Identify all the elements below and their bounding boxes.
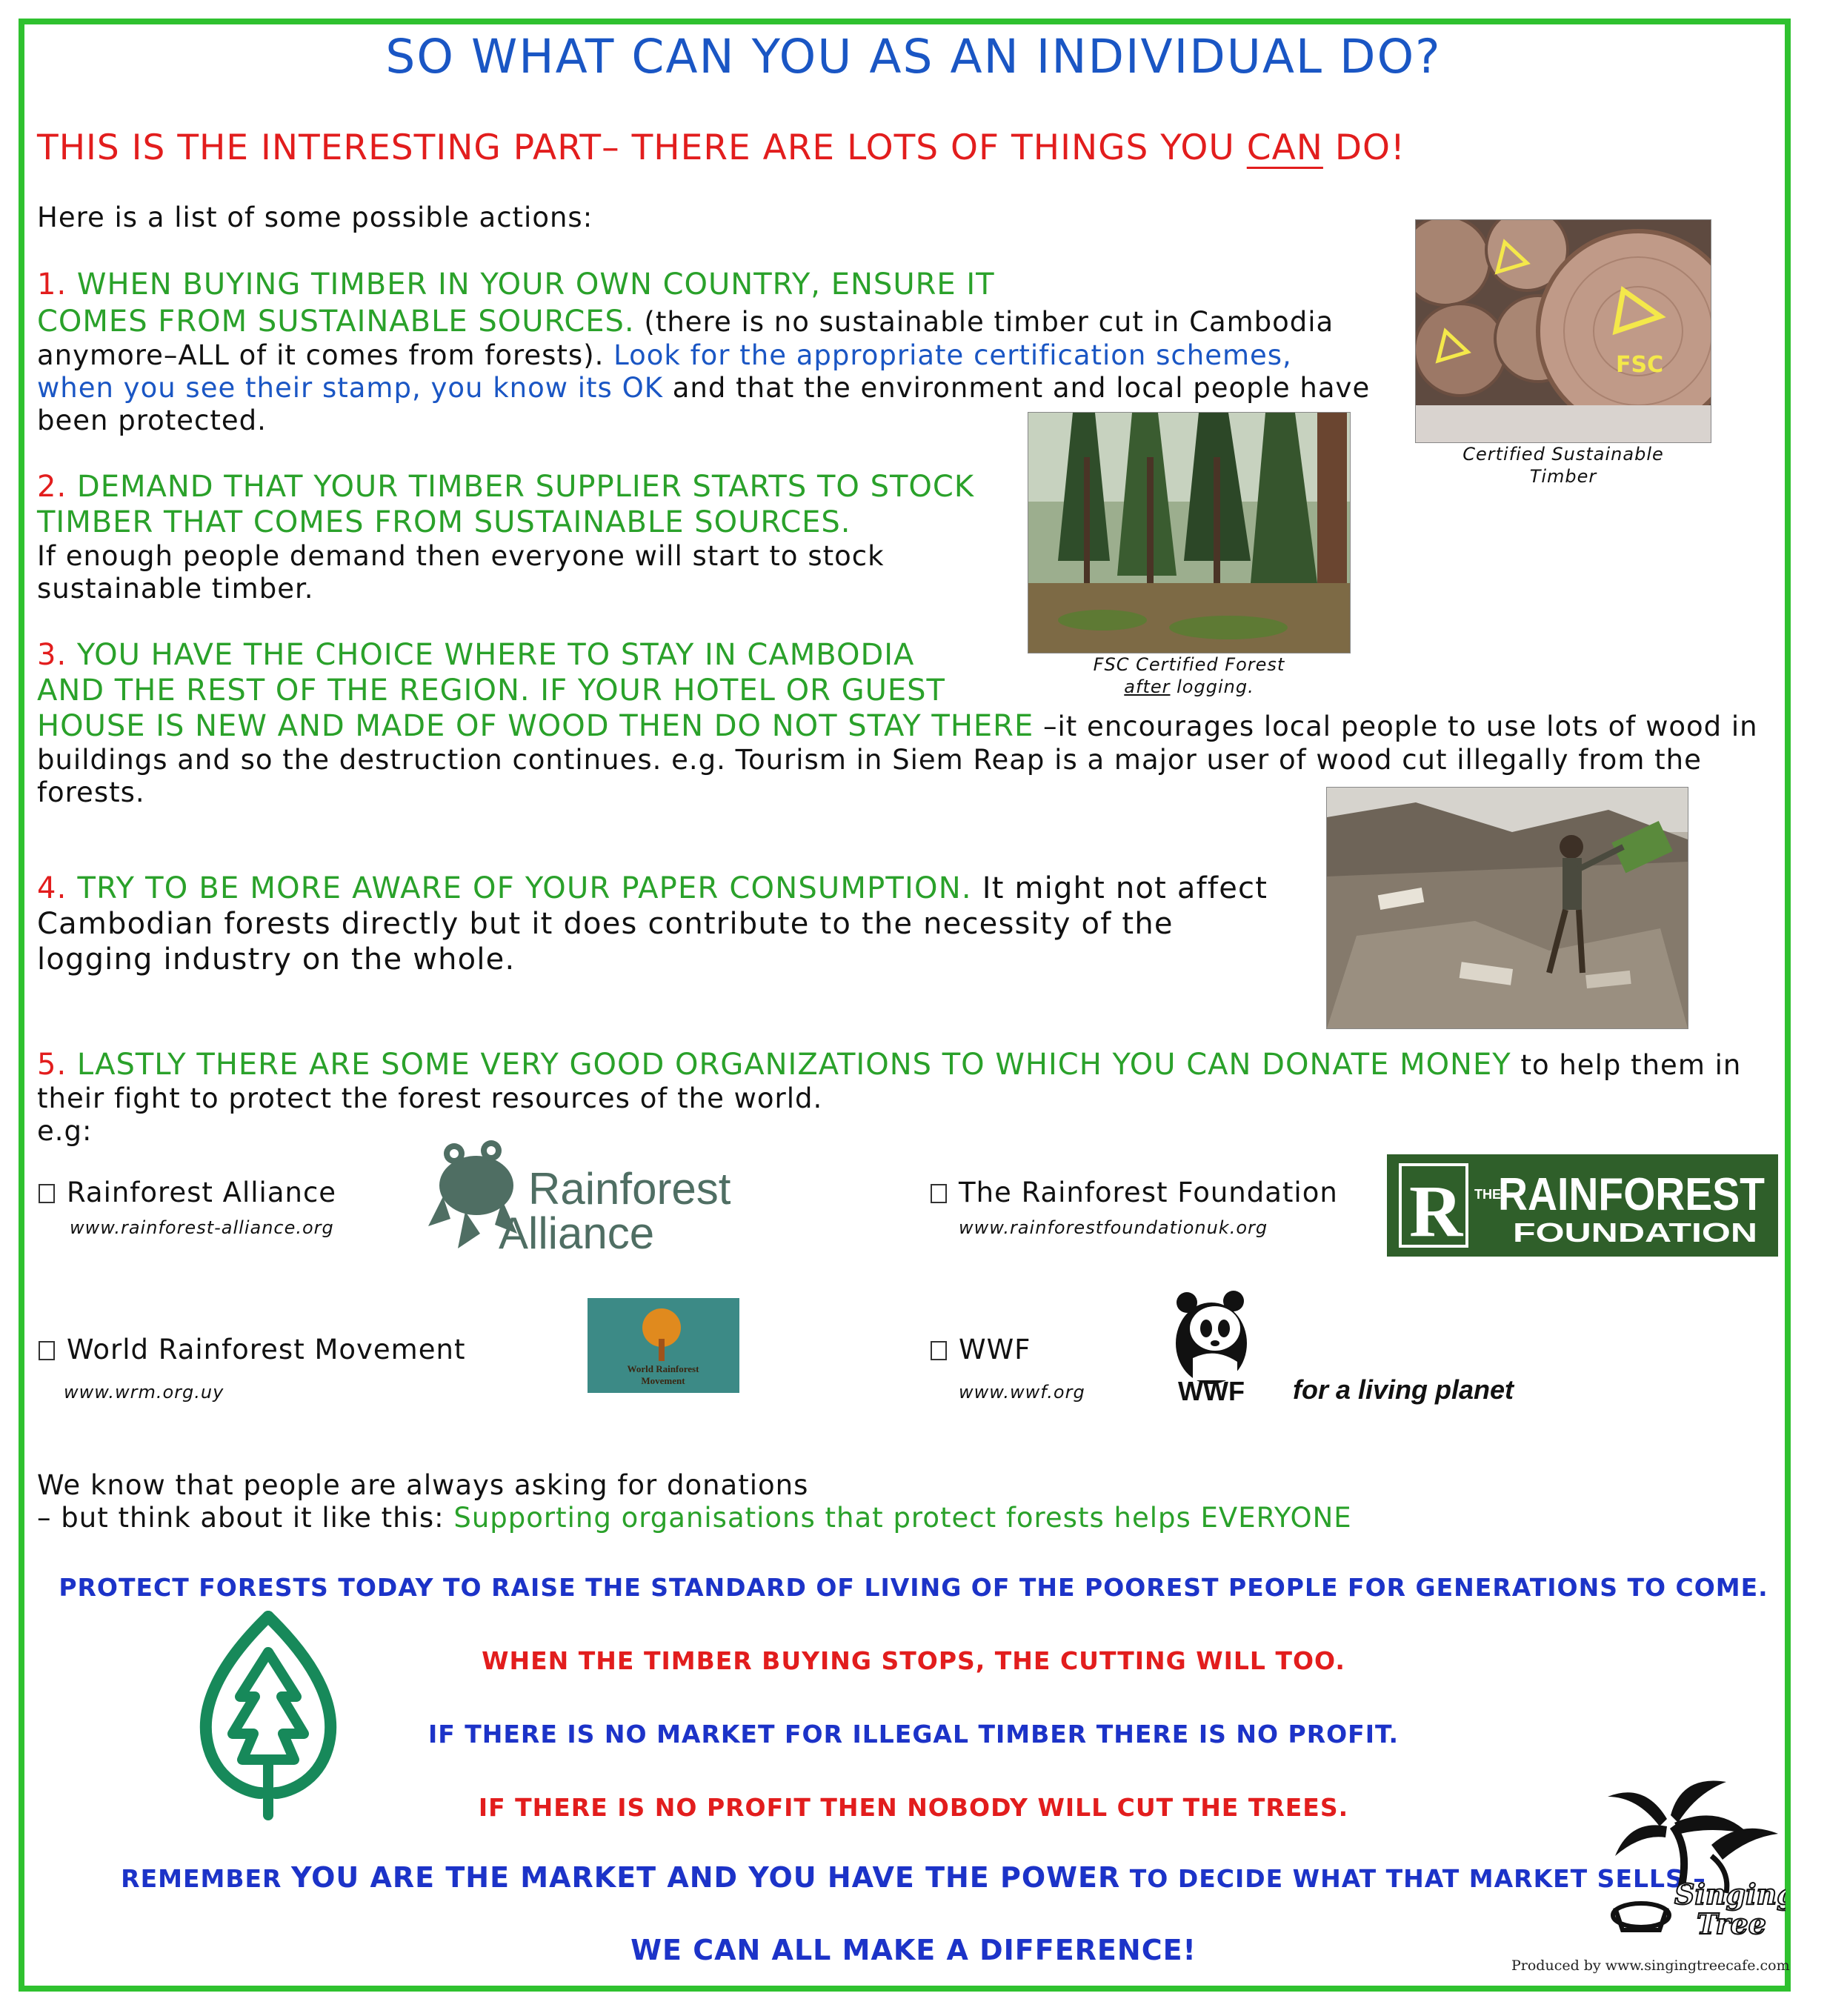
item-heading: TRY TO BE MORE AWARE OF YOUR PAPER CONSUMPTION. [67,871,972,905]
svg-text:Tree: Tree [1697,1907,1766,1940]
log-stack-illustration [1416,220,1711,442]
item-heading: LASTLY THERE ARE SOME VERY GOOD ORGANIZATIONS TO WHICH YOU CAN DONATE MONEY [67,1048,1511,1082]
slogan-6: WE CAN ALL MAKE A DIFFERENCE! [630,1934,1197,1966]
caption-line: logging. [1170,676,1254,697]
action-item-5 [37,1047,1800,1148]
item-text: to help them in [1511,1049,1742,1081]
action-item-3 [37,637,1800,809]
checkbox-icon[interactable] [39,1184,55,1203]
paper-pile-photo [1326,787,1688,1029]
item-text: buildings and so the destruction continues. e.g. Tourism in Siem Reap is a major user of wood cut illegally from the [37,744,1702,776]
item-number: 3. [37,638,67,672]
org-name: The Rainforest Foundation [959,1177,1338,1208]
svg-text:World Rainforest: World Rainforest [627,1363,699,1374]
frog-icon [428,1137,739,1256]
item-heading: COMES FROM SUSTAINABLE SOURCES. [37,305,635,339]
subtitle [37,127,1405,168]
item-text: Cambodian forests directly but it does contribute to the necessity of the [37,907,1174,941]
org-name: WWF [959,1334,1031,1365]
fsc-forest-photo [1028,412,1351,653]
caption-line: Timber [1529,466,1597,487]
org-rainforest-foundation [931,1177,1338,1238]
credit-text: Produced by www.singingtreecafe.com [1511,1957,1790,1974]
org-wwf [931,1334,1085,1403]
paper-pile-illustration [1327,788,1688,1028]
item-text: If enough people demand then everyone will start to stock [37,540,885,572]
fsc-leaf-tree-icon [194,1608,342,1823]
slogan-3: IF THERE IS NO MARKET FOR ILLEGAL TIMBER THERE IS NO PROFIT. [427,1720,1400,1749]
svg-text:Rainforest: Rainforest [528,1164,731,1214]
palm-tree-icon [1600,1774,1786,1952]
wwf-logo[interactable] [1171,1288,1556,1414]
item-text: anymore–ALL of it comes from forests). [37,339,614,371]
item-highlight: Look for the appropriate certification schemes, [613,339,1292,371]
item-text: e.g: [37,1115,93,1147]
item-heading: WHEN BUYING TIMBER IN YOUR OWN COUNTRY, ENSURE IT [67,267,995,302]
item-number: 4. [37,871,67,905]
svg-text:FOUNDATION: FOUNDATION [1513,1217,1757,1248]
closing-highlight: Supporting organisations that protect forests helps EVERYONE [453,1502,1352,1534]
item-text: and that the environment and local people have [662,372,1371,404]
subtitle-text: THIS IS THE INTERESTING PART– THERE ARE LOTS OF THINGS YOU [37,127,1247,168]
item-text: logging industry on the whole. [37,942,516,977]
page-title: SO WHAT CAN YOU AS AN INDIVIDUAL DO? [385,30,1442,84]
svg-text:WWF: WWF [1178,1376,1245,1406]
svg-text:THE: THE [1474,1187,1501,1202]
org-world-rainforest-movement [39,1334,465,1403]
item-text: It might not affect [971,871,1268,905]
intro-text: Here is a list of some possible actions: [37,202,593,233]
rainforest-foundation-emblem [1387,1154,1778,1257]
org-url[interactable]: www.rainforestfoundationuk.org [959,1217,1268,1238]
action-item-2 [37,469,1037,605]
certified-timber-photo [1415,219,1711,443]
org-url[interactable]: www.rainforest-alliance.org [70,1217,334,1238]
closing-line: We know that people are always asking for donations [37,1469,809,1501]
item-heading: DEMAND THAT YOUR TIMBER SUPPLIER STARTS TO STOCK [67,470,975,504]
slogan-5 [0,1861,1827,1894]
svg-text:R: R [1409,1170,1463,1252]
svg-text:Singing: Singing [1674,1877,1786,1911]
slogan-4: IF THERE IS NO PROFIT THEN NOBODY WILL CUT THE TREES. [478,1793,1349,1822]
svg-text:for a living planet: for a living planet [1293,1374,1514,1405]
checkbox-icon[interactable] [39,1341,55,1360]
world-rainforest-movement-logo[interactable] [588,1298,739,1393]
slogan-emphasis: YOU ARE THE MARKET AND YOU HAVE THE POWER [290,1861,1121,1894]
item-heading: YOU HAVE THE CHOICE WHERE TO STAY IN CAMBODIA [67,638,915,672]
item-heading: HOUSE IS NEW AND MADE OF WOOD THEN DO NOT STAY THERE [37,709,1034,743]
item-heading: AND THE REST OF THE REGION. IF YOUR HOTEL OR GUEST [37,673,945,708]
org-name: Rainforest Alliance [67,1177,337,1208]
item-text: –it encourages local people to use lots of wood in [1034,711,1758,742]
checkbox-icon[interactable] [931,1341,947,1360]
subtitle-end: DO! [1322,127,1405,168]
item-text: sustainable timber. [37,573,314,605]
svg-text:Alliance: Alliance [499,1208,655,1256]
item-text: forests. [37,776,145,808]
item-number: 2. [37,470,67,504]
item-heading: TIMBER THAT COMES FROM SUSTAINABLE SOURCES. [37,505,851,539]
item-number: 5. [37,1048,67,1082]
item-text: their fight to protect the forest resources of the world. [37,1082,823,1114]
certified-timber-caption [1408,443,1719,488]
org-rainforest-alliance [39,1177,336,1238]
caption-line: Certified Sustainable [1462,444,1664,465]
panda-icon [1171,1288,1556,1414]
item-text: been protected. [37,405,267,436]
org-name: World Rainforest Movement [67,1334,466,1365]
slogan-part: REMEMBER [121,1864,291,1893]
subtitle-emphasis: CAN [1246,127,1323,168]
org-url[interactable]: www.wwf.org [959,1382,1085,1403]
fsc-forest-caption [1030,653,1348,698]
svg-text:RAINFOREST: RAINFOREST [1498,1169,1766,1220]
forest-illustration [1028,413,1350,653]
caption-emphasis: after [1124,676,1171,697]
svg-text:Movement: Movement [641,1375,685,1386]
rainforest-foundation-logo[interactable] [1387,1154,1778,1257]
slogan-1: PROTECT FORESTS TODAY TO RAISE THE STANDARD OF LIVING OF THE POOREST PEOPLE FOR GENERATIONS TO COME. [59,1573,1768,1602]
slogan-2: WHEN THE TIMBER BUYING STOPS, THE CUTTING WILL TOO. [482,1646,1345,1675]
item-number: 1. [37,267,67,302]
leaf-tree-icon [194,1608,342,1823]
fsc-stamp-text: FSC [1616,352,1664,378]
singing-tree-logo[interactable] [1600,1774,1786,1952]
caption-line: FSC Certified Forest [1093,654,1285,675]
closing-line: – but think about it like this: [37,1502,454,1534]
tree-icon [588,1298,739,1393]
checkbox-icon[interactable] [931,1184,947,1203]
closing-paragraph [37,1469,1352,1534]
slogan-part: TO DECIDE WHAT THAT MARKET SELLS – [1120,1864,1706,1893]
rainforest-alliance-logo[interactable] [428,1137,739,1256]
org-url[interactable]: www.wrm.org.uy [64,1382,224,1403]
item-text: (there is no sustainable timber cut in Cambodia [634,306,1334,338]
item-highlight: when you see their stamp, you know its OK [37,372,663,404]
action-item-4 [37,871,1311,977]
